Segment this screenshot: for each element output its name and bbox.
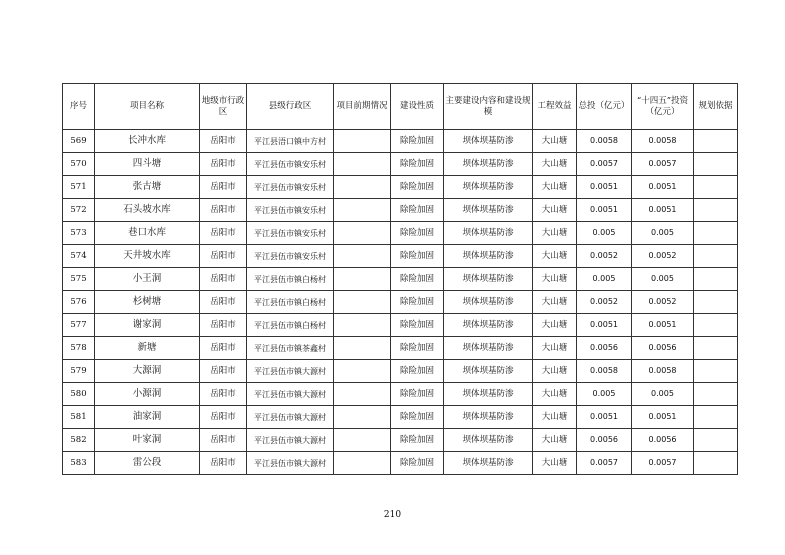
cell-county: 平江县伍市镇茶鑫村 [247,337,334,360]
cell-seq: 573 [63,222,95,245]
cell-content: 坝体坝基防渗 [444,314,533,337]
cell-content: 坝体坝基防渗 [444,429,533,452]
cell-county: 平江县伍市镇安乐村 [247,245,334,268]
cell-prelim [334,222,391,245]
cell-seq: 578 [63,337,95,360]
cell-name: 叶家洞 [95,429,200,452]
cell-prelim [334,383,391,406]
cell-basis [694,130,738,153]
cell-plan-invest: 0.0052 [632,245,694,268]
cell-content: 坝体坝基防渗 [444,383,533,406]
cell-county: 平江县伍市镇大源村 [247,383,334,406]
header-city: 地级市行政区 [200,84,247,130]
cell-invest: 0.0051 [577,199,632,222]
header-nature: 建设性质 [391,84,444,130]
cell-prelim [334,245,391,268]
cell-county: 平江县伍市镇大源村 [247,429,334,452]
cell-prelim [334,291,391,314]
cell-invest: 0.0058 [577,360,632,383]
cell-benefit: 大山塘 [533,360,577,383]
header-basis: 规划依据 [694,84,738,130]
cell-nature: 除险加固 [391,245,444,268]
cell-nature: 除险加固 [391,383,444,406]
cell-county: 平江县伍市镇白杨村 [247,291,334,314]
cell-invest: 0.0057 [577,153,632,176]
project-table [62,83,738,475]
table-row [63,291,738,314]
table-row [63,452,738,475]
table-row [63,222,738,245]
table-row [63,245,738,268]
cell-content: 坝体坝基防渗 [444,176,533,199]
cell-nature: 除险加固 [391,314,444,337]
cell-city: 岳阳市 [200,314,247,337]
cell-plan-invest: 0.0051 [632,406,694,429]
cell-invest: 0.005 [577,383,632,406]
cell-nature: 除险加固 [391,291,444,314]
cell-nature: 除险加固 [391,337,444,360]
cell-basis [694,337,738,360]
cell-benefit: 大山塘 [533,429,577,452]
cell-seq: 569 [63,130,95,153]
cell-basis [694,406,738,429]
cell-seq: 581 [63,406,95,429]
cell-county: 平江县伍市镇大源村 [247,452,334,475]
table-row [63,268,738,291]
cell-nature: 除险加固 [391,406,444,429]
cell-benefit: 大山塘 [533,130,577,153]
cell-city: 岳阳市 [200,130,247,153]
cell-seq: 583 [63,452,95,475]
cell-nature: 除险加固 [391,153,444,176]
cell-prelim [334,406,391,429]
cell-content: 坝体坝基防渗 [444,199,533,222]
cell-seq: 580 [63,383,95,406]
cell-content: 坝体坝基防渗 [444,360,533,383]
cell-basis [694,360,738,383]
cell-city: 岳阳市 [200,360,247,383]
cell-nature: 除险加固 [391,199,444,222]
cell-invest: 0.005 [577,268,632,291]
cell-county: 平江县伍市镇安乐村 [247,176,334,199]
cell-invest: 0.0056 [577,337,632,360]
cell-content: 坝体坝基防渗 [444,291,533,314]
cell-county: 平江县伍市镇大源村 [247,406,334,429]
cell-plan-invest: 0.0052 [632,291,694,314]
cell-basis [694,222,738,245]
cell-basis [694,153,738,176]
cell-content: 坝体坝基防渗 [444,245,533,268]
cell-city: 岳阳市 [200,406,247,429]
cell-invest: 0.0051 [577,406,632,429]
table-row [63,199,738,222]
cell-plan-invest: 0.005 [632,268,694,291]
cell-prelim [334,153,391,176]
cell-county: 平江县伍市镇白杨村 [247,268,334,291]
cell-benefit: 大山塘 [533,452,577,475]
cell-nature: 除险加固 [391,130,444,153]
cell-name: 石头坡水库 [95,199,200,222]
cell-content: 坝体坝基防渗 [444,452,533,475]
cell-city: 岳阳市 [200,245,247,268]
cell-name: 雷公段 [95,452,200,475]
header-invest: 总投（亿元） [577,84,632,130]
cell-name: 天井坡水库 [95,245,200,268]
cell-prelim [334,337,391,360]
cell-content: 坝体坝基防渗 [444,268,533,291]
cell-name: 四斗塘 [95,153,200,176]
cell-name: 长冲水库 [95,130,200,153]
cell-prelim [334,314,391,337]
table-row [63,153,738,176]
cell-seq: 575 [63,268,95,291]
header-row [63,84,738,130]
table-row [63,383,738,406]
cell-seq: 572 [63,199,95,222]
cell-county: 平江县伍市镇安乐村 [247,222,334,245]
cell-prelim [334,176,391,199]
cell-basis [694,429,738,452]
cell-benefit: 大山塘 [533,337,577,360]
cell-basis [694,176,738,199]
cell-prelim [334,199,391,222]
table-row [63,406,738,429]
cell-plan-invest: 0.0057 [632,452,694,475]
cell-content: 坝体坝基防渗 [444,130,533,153]
cell-seq: 582 [63,429,95,452]
cell-invest: 0.005 [577,222,632,245]
cell-city: 岳阳市 [200,268,247,291]
cell-benefit: 大山塘 [533,268,577,291]
header-prelim: 项目前期情况 [334,84,391,130]
cell-basis [694,245,738,268]
cell-county: 平江县浯口镇中方村 [247,130,334,153]
cell-name: 巷口水库 [95,222,200,245]
cell-plan-invest: 0.0051 [632,176,694,199]
cell-content: 坝体坝基防渗 [444,337,533,360]
header-benefit: 工程效益 [533,84,577,130]
cell-prelim [334,130,391,153]
cell-nature: 除险加固 [391,429,444,452]
cell-name: 油家洞 [95,406,200,429]
cell-name: 小源洞 [95,383,200,406]
cell-city: 岳阳市 [200,452,247,475]
cell-county: 平江县伍市镇白杨村 [247,314,334,337]
cell-benefit: 大山塘 [533,153,577,176]
cell-city: 岳阳市 [200,199,247,222]
header-content: 主要建设内容和建设规模 [444,84,533,130]
header-county: 县级行政区 [247,84,334,130]
cell-plan-invest: 0.0056 [632,337,694,360]
cell-plan-invest: 0.0051 [632,199,694,222]
cell-benefit: 大山塘 [533,176,577,199]
cell-invest: 0.0051 [577,314,632,337]
cell-benefit: 大山塘 [533,222,577,245]
cell-plan-invest: 0.0058 [632,130,694,153]
cell-city: 岳阳市 [200,153,247,176]
cell-content: 坝体坝基防渗 [444,222,533,245]
cell-benefit: 大山塘 [533,245,577,268]
cell-city: 岳阳市 [200,429,247,452]
cell-prelim [334,452,391,475]
cell-invest: 0.0057 [577,452,632,475]
cell-prelim [334,360,391,383]
cell-seq: 571 [63,176,95,199]
cell-city: 岳阳市 [200,176,247,199]
cell-city: 岳阳市 [200,222,247,245]
cell-basis [694,452,738,475]
cell-name: 小王洞 [95,268,200,291]
cell-invest: 0.0051 [577,176,632,199]
cell-seq: 570 [63,153,95,176]
cell-invest: 0.0052 [577,245,632,268]
cell-name: 大源洞 [95,360,200,383]
cell-plan-invest: 0.0057 [632,153,694,176]
table-row [63,130,738,153]
cell-city: 岳阳市 [200,337,247,360]
cell-plan-invest: 0.005 [632,383,694,406]
table-row [63,176,738,199]
cell-county: 平江县伍市镇安乐村 [247,153,334,176]
cell-benefit: 大山塘 [533,314,577,337]
cell-basis [694,383,738,406]
cell-invest: 0.0052 [577,291,632,314]
cell-seq: 574 [63,245,95,268]
cell-nature: 除险加固 [391,176,444,199]
cell-prelim [334,268,391,291]
cell-content: 坝体坝基防渗 [444,406,533,429]
cell-seq: 577 [63,314,95,337]
cell-benefit: 大山塘 [533,291,577,314]
header-plan-invest: “十四五”投资（亿元） [632,84,694,130]
cell-benefit: 大山塘 [533,383,577,406]
header-name: 项目名称 [95,84,200,130]
cell-name: 张古塘 [95,176,200,199]
cell-invest: 0.0056 [577,429,632,452]
cell-city: 岳阳市 [200,291,247,314]
cell-basis [694,199,738,222]
cell-invest: 0.0058 [577,130,632,153]
cell-benefit: 大山塘 [533,199,577,222]
header-seq: 序号 [63,84,95,130]
cell-nature: 除险加固 [391,268,444,291]
cell-nature: 除险加固 [391,360,444,383]
cell-name: 谢家洞 [95,314,200,337]
table-row [63,360,738,383]
table-row [63,314,738,337]
cell-plan-invest: 0.0058 [632,360,694,383]
page-number: 210 [383,510,402,520]
cell-prelim [334,429,391,452]
cell-content: 坝体坝基防渗 [444,153,533,176]
cell-nature: 除险加固 [391,222,444,245]
cell-basis [694,291,738,314]
cell-plan-invest: 0.0051 [632,314,694,337]
cell-plan-invest: 0.0056 [632,429,694,452]
table-row [63,337,738,360]
cell-name: 新塘 [95,337,200,360]
cell-nature: 除险加固 [391,452,444,475]
cell-city: 岳阳市 [200,383,247,406]
cell-basis [694,314,738,337]
cell-seq: 576 [63,291,95,314]
cell-county: 平江县伍市镇安乐村 [247,199,334,222]
table-row [63,429,738,452]
cell-county: 平江县伍市镇大源村 [247,360,334,383]
cell-basis [694,268,738,291]
cell-plan-invest: 0.005 [632,222,694,245]
cell-seq: 579 [63,360,95,383]
cell-benefit: 大山塘 [533,406,577,429]
cell-name: 杉树塘 [95,291,200,314]
